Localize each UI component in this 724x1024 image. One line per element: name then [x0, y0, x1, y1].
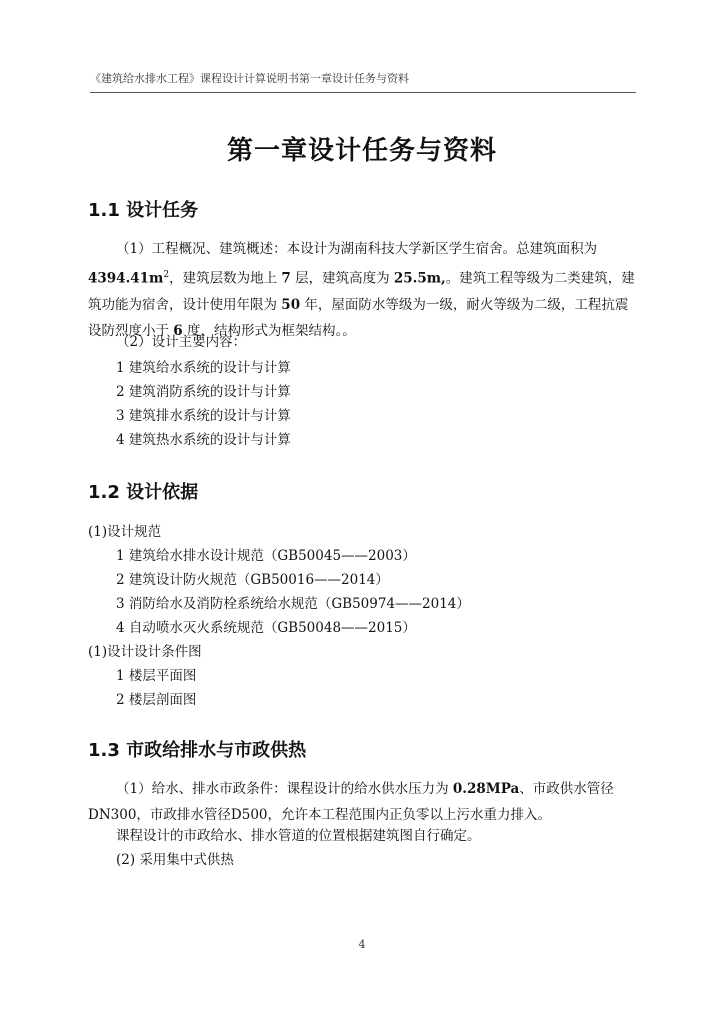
- years-value: 50: [281, 296, 301, 313]
- spec-item: 3 消防给水及消防栓系统给水规范（GB50974——2014）: [116, 596, 470, 612]
- para-text: 、市政供水管径: [519, 781, 614, 797]
- area-superscript: 2: [163, 270, 170, 280]
- drawing-item: 1 楼层平面图: [116, 668, 197, 684]
- page-number: 4: [358, 938, 366, 951]
- drawing-subheading: (1)设计设计条件图: [88, 644, 202, 660]
- para-text: 年，屋面防水等级为一级，耐火等级为二级，工程抗震设防烈度小于: [88, 296, 629, 339]
- section-1-1-paragraph-1: [88, 236, 636, 344]
- spec-item: 1 建筑给水排水设计规范（GB50045——2003）: [116, 548, 416, 564]
- area-value: 4394.41m: [88, 270, 164, 287]
- intensity-value: 6: [173, 322, 183, 339]
- section-1-1-paragraph-2: （2）设计主要内容：: [116, 334, 247, 350]
- running-header: 《建筑给水排水工程》课程设计计算说明书第一章设计任务与资料: [90, 70, 636, 93]
- para-text: 。建筑工程等级为二类建筑，建筑功能为宿舍，设计使用年限为: [88, 270, 635, 313]
- floors-value: 7: [281, 270, 291, 287]
- drawing-item: 2 楼层剖面图: [116, 692, 197, 708]
- content-item: 1 建筑给水系统的设计与计算: [116, 360, 291, 376]
- content-item: 3 建筑排水系统的设计与计算: [116, 408, 291, 424]
- para-text: 层，建筑高度为: [295, 270, 390, 287]
- para-text: ，市政排水管径: [136, 807, 231, 823]
- chapter-title: 第一章设计任务与资料: [226, 136, 497, 166]
- spec-subheading: (1)设计规范: [88, 524, 162, 540]
- section-heading-1-3: 1.3 市政给排水与市政供热: [88, 740, 307, 761]
- para-text: （1）工程概况、建筑概述：本设计为湖南科技大学新区学生宿舍。总建筑面积为: [116, 241, 598, 257]
- section-heading-1-1: 1.1 设计任务: [88, 200, 199, 221]
- section-1-3-paragraph-2: 课程设计的市政给水、排水管道的位置根据建筑图自行确定。: [116, 828, 481, 844]
- para-text: ，建筑层数为地上: [169, 270, 278, 287]
- content-item: 2 建筑消防系统的设计与计算: [116, 384, 291, 400]
- para-text: 度，结构形式为框架结构。。: [187, 322, 356, 339]
- content-item: 4 建筑热水系统的设计与计算: [116, 432, 291, 448]
- para-text: （1）给水、排水市政条件：课程设计的给水供水压力为: [116, 781, 449, 797]
- spec-item: 2 建筑设计防火规范（GB50016——2014）: [116, 572, 389, 588]
- pressure-value: 0.28MPa: [452, 781, 520, 797]
- supply-dn-value: DN300: [88, 807, 137, 823]
- section-1-3-paragraph-3: (2) 采用集中式供热: [116, 852, 234, 868]
- height-value: 25.5m,: [393, 270, 446, 287]
- spec-item: 4 自动喷水灭火系统规范（GB50048——2015）: [116, 620, 416, 636]
- para-text: ，允许本工程范围内正负零以上污水重力排入。: [267, 807, 551, 823]
- section-heading-1-2: 1.2 设计依据: [88, 482, 199, 503]
- drain-d-value: D500: [230, 807, 268, 823]
- section-1-3-paragraph-1: [88, 776, 636, 828]
